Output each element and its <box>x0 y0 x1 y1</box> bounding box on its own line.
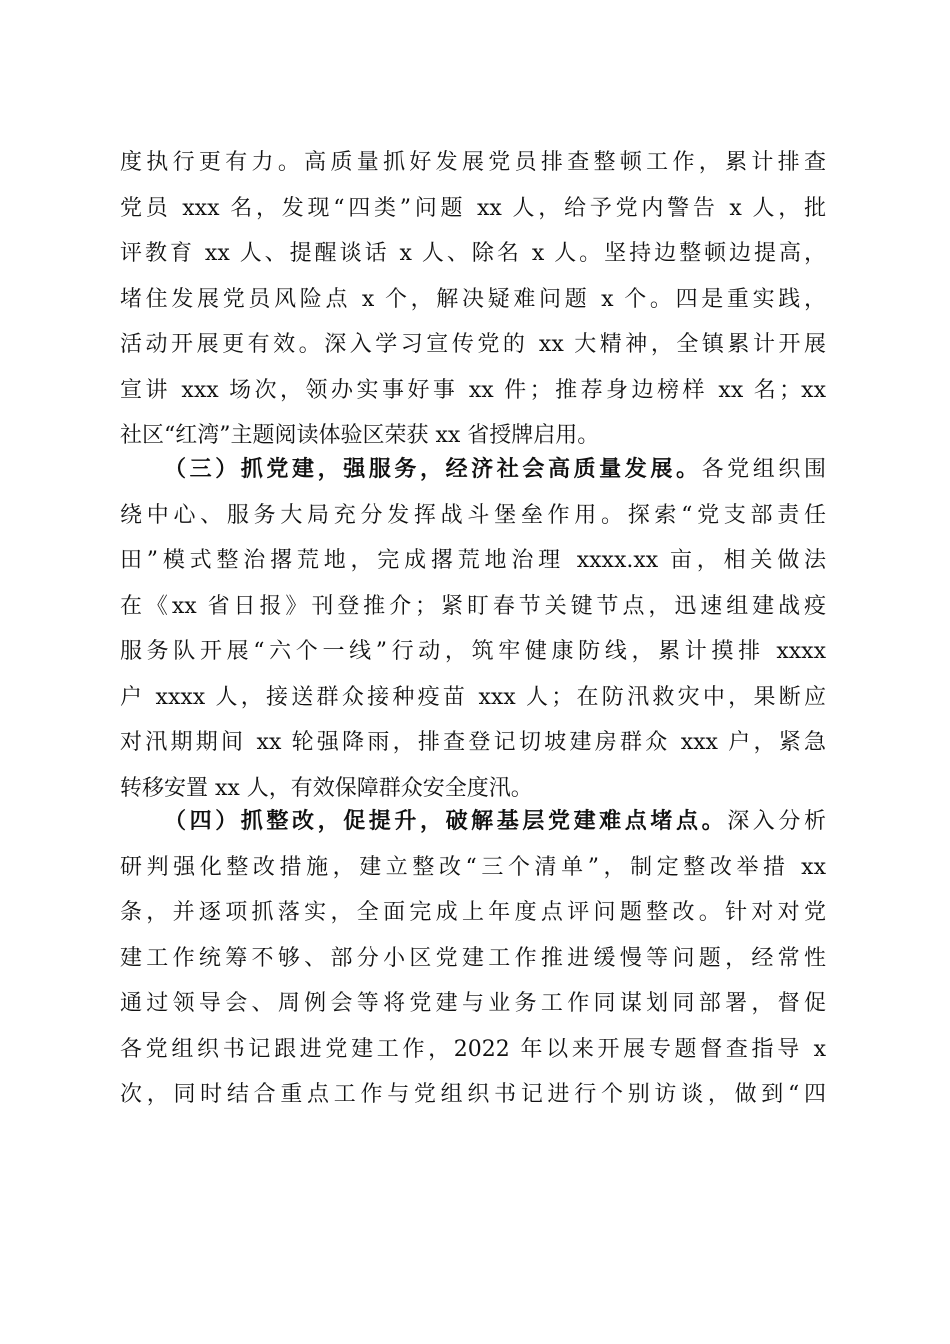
text-line: 活动开展更有效。深入学习宣传党的 xx 大精神，全镇累计开展 <box>120 332 826 357</box>
text-line: 各党组织书记跟进党建工作，2022 年以来开展专题督查指导 x <box>120 1036 826 1062</box>
section-first-line-text: 深入分析 <box>727 809 826 834</box>
text-line: 社区“红湾”主题阅读体验区荣获 xx 省授牌启用。 <box>120 423 600 448</box>
text-line: 评教育 xx 人、提醒谈话 x 人、除名 x 人。坚持边整顿边提高， <box>120 241 826 266</box>
paragraph-continuation <box>120 140 826 459</box>
text-line: 服务队开展“六个一线”行动，筑牢健康防线，累计摸排 xxxx <box>120 639 826 664</box>
text-line: 绕中心、服务大局充分发挥战斗堡垒作用。探索“党支部责任 <box>120 502 826 528</box>
text-line: 党员 xxx 名，发现“四类”问题 xx 人，给予党内警告 x 人，批 <box>120 195 826 221</box>
section-heading: （三）抓党建，强服务，经济社会高质量发展。 <box>164 456 702 482</box>
text-line: 通过领导会、周例会等将党建与业务工作同谋划同部署，督促 <box>120 991 826 1016</box>
text-line: 户 xxxx 人，接送群众接种疫苗 xxx 人；在防汛救灾中，果断应 <box>120 684 826 710</box>
section-first-line <box>120 447 826 493</box>
paragraph-section-4 <box>120 799 826 1118</box>
text-line: 田”模式整治撂荒地，完成撂荒地治理 xxxx.xx 亩，相关做法 <box>120 548 826 573</box>
text-line: 堵住发展党员风险点 x 个，解决疑难问题 x 个。四是重实践， <box>120 286 826 312</box>
text-line: 次，同时结合重点工作与党组织书记进行个别访谈，做到“四 <box>120 1082 826 1107</box>
text-line: 建工作统筹不够、部分小区党建工作推进缓慢等问题，经常性 <box>120 945 826 971</box>
text-line: 条，并逐项抓落实，全面完成上年度点评问题整改。针对对党 <box>120 900 826 925</box>
text-line: 度执行更有力。高质量抓好发展党员排查整顿工作，累计排查 <box>120 150 826 175</box>
paragraph-section-3 <box>120 447 826 811</box>
text-line: 宣讲 xxx 场次，领办实事好事 xx 件；推荐身边榜样 xx 名；xx <box>120 377 826 403</box>
text-line: 对汛期期间 xx 轮强降雨，排查登记切坡建房群众 xxx 户，紧急 <box>120 730 826 755</box>
section-heading: （四）抓整改，促提升，破解基层党建难点堵点。 <box>164 808 728 834</box>
text-line: 研判强化整改措施，建立整改“三个清单”，制定整改举措 xx <box>120 854 826 880</box>
section-first-line-text: 各党组织围 <box>701 457 826 482</box>
text-line: 转移安置 xx 人，有效保障群众安全度汛。 <box>120 775 533 801</box>
text-line: 在《xx 省日报》刊登推介；紧盯春节关键节点，迅速组建战疫 <box>120 593 826 619</box>
section-first-line <box>120 799 826 845</box>
